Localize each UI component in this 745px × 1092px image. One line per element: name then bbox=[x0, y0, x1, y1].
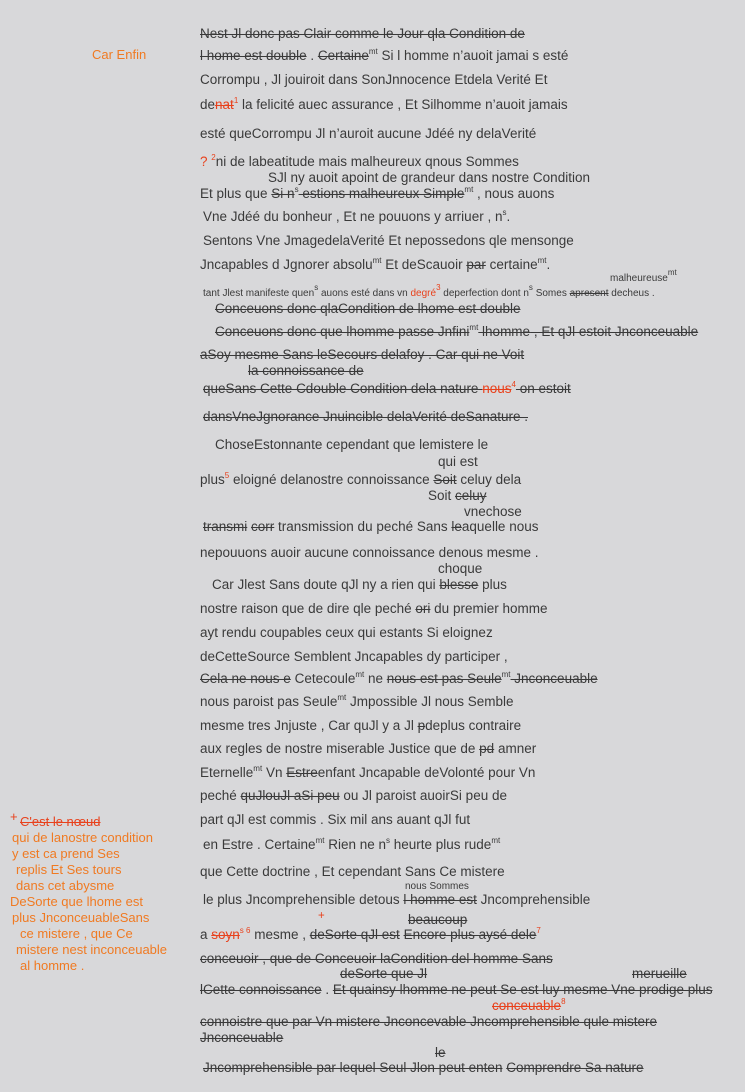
struck-text: Comprendre Sa nature bbox=[506, 1060, 644, 1075]
transcript-line bbox=[632, 966, 687, 982]
transcript-line bbox=[200, 812, 470, 828]
transcript-line bbox=[438, 454, 478, 470]
line-text: certaine bbox=[485, 257, 538, 272]
struck-text: celuy bbox=[455, 488, 487, 503]
superscript: 5 bbox=[224, 471, 230, 480]
transcript-line bbox=[200, 694, 514, 710]
line-text: que Cette doctrine , Et cependant Sans Ce mistere bbox=[200, 864, 505, 879]
transcript-line bbox=[203, 1060, 644, 1076]
struck-text: le bbox=[451, 519, 462, 534]
struck-text: deSorte qJl est bbox=[309, 927, 400, 942]
transcript-line bbox=[200, 257, 550, 273]
line-text: deperfection dont n bbox=[440, 288, 529, 299]
line-text: eloigné delanostre connoissance bbox=[229, 472, 434, 487]
transcript-line bbox=[200, 1014, 657, 1030]
transcript-line bbox=[203, 892, 590, 908]
transcript-line bbox=[215, 301, 520, 317]
margin-note-line bbox=[10, 878, 167, 894]
superscript: mt bbox=[537, 256, 547, 265]
transcript-line bbox=[215, 437, 488, 453]
margin-note-line bbox=[10, 814, 167, 830]
superscript: mt bbox=[253, 764, 263, 773]
superscript: mt bbox=[372, 256, 382, 265]
struck-text: merueille bbox=[632, 966, 687, 981]
transcript-line bbox=[408, 912, 467, 928]
line-text: Soit bbox=[428, 488, 456, 503]
margin-note-line bbox=[10, 830, 167, 846]
superscript: mt bbox=[315, 836, 325, 845]
superscript: s bbox=[386, 836, 390, 845]
line-text: le plus Jncomprehensible detous bbox=[203, 892, 404, 907]
struck-text: estions malheureux Simple bbox=[298, 186, 465, 201]
struck-text: nous est pas Seule bbox=[386, 671, 502, 686]
struck-text: quJlouJl aSi peu bbox=[240, 788, 340, 803]
superscript: s bbox=[528, 283, 533, 292]
margin-note-line-text: dans cet abysme bbox=[16, 878, 115, 893]
struck-text: nat bbox=[215, 97, 234, 112]
margin-car-enfin: Car Enfin bbox=[92, 47, 147, 62]
struck-text: blesse bbox=[439, 577, 479, 592]
line-text: mesme , bbox=[250, 927, 310, 942]
transcript-line bbox=[203, 283, 655, 302]
line-text: ? bbox=[200, 154, 212, 169]
line-text: , nous auons bbox=[473, 186, 555, 201]
superscript: 1 bbox=[233, 96, 239, 105]
line-text: . bbox=[306, 48, 318, 63]
line-text: aux regles de nostre miserable Justice que de bbox=[200, 741, 480, 756]
superscript: s bbox=[314, 283, 319, 292]
transcript-line bbox=[438, 561, 482, 577]
line-text: nepouuons auoir aucune connoissance denous mesme . bbox=[200, 545, 539, 560]
line-text: . bbox=[321, 982, 333, 997]
superscript: mt bbox=[491, 836, 501, 845]
struck-text: e est double bbox=[233, 48, 307, 63]
struck-text: Et quainsy lhomme ne peut Se est luy mesme Vne prodige plus bbox=[332, 982, 713, 997]
line-text: Corrompu , Jl jouiroit dans SonJnnocence Etdela Verité Et bbox=[200, 72, 548, 87]
struck-text: Conceuons donc que lhomme passe Jnfini bbox=[215, 324, 470, 339]
margin-note-plus: + bbox=[10, 809, 18, 824]
line-text: amner bbox=[494, 741, 537, 756]
line-text: . bbox=[546, 257, 551, 272]
line-text: Jncapables d Jgnorer absolu bbox=[200, 257, 373, 272]
struck-text: deSorte que Jl bbox=[340, 966, 428, 981]
transcript-line bbox=[200, 982, 713, 998]
transcript-line bbox=[200, 927, 541, 943]
line-text: ni de labeatitude mais malheureux qnous Sommes bbox=[215, 154, 519, 169]
margin-note-line-text: qui de lanostre condition bbox=[12, 830, 153, 845]
line-text: de bbox=[200, 97, 216, 112]
margin-note-line bbox=[10, 926, 167, 942]
margin-note-line bbox=[10, 846, 167, 862]
struck-text: transmi bbox=[203, 519, 248, 534]
struck-text: nous bbox=[482, 381, 512, 396]
line-text: ChoseEstonnante cependant que lemistere le bbox=[215, 437, 489, 452]
struck-text: p bbox=[417, 718, 426, 733]
margin-note-line-text: mistere nest inconceuable bbox=[16, 942, 168, 957]
transcript-line bbox=[200, 951, 553, 967]
line-text: Somes bbox=[532, 288, 570, 299]
struck-text: lCette connoissance bbox=[200, 982, 322, 997]
transcript-line bbox=[492, 998, 566, 1014]
line-text: SJl ny auoit apoint de grandeur dans nostre Condition bbox=[268, 170, 590, 185]
transcript-line bbox=[340, 966, 427, 982]
superscript: s bbox=[294, 185, 299, 194]
transcript-line bbox=[200, 718, 521, 734]
line-text: Si l homme n’auoit jamai s esté bbox=[377, 48, 569, 63]
line-text: transmission du peché Sans bbox=[274, 519, 452, 534]
margin-note-line bbox=[10, 894, 167, 910]
transcript-line bbox=[318, 908, 325, 924]
margin-note bbox=[10, 814, 167, 974]
transcript-line bbox=[200, 126, 536, 142]
struck-text: pd bbox=[479, 741, 495, 756]
transcript-line bbox=[200, 649, 508, 665]
line-text: deCetteSource Semblent Jncapables dy participer , bbox=[200, 649, 508, 664]
struck-text: l homme est bbox=[403, 892, 477, 907]
line-text: Sentons Vne JmagedelaVerité Et nepossedons qle mensonge bbox=[203, 233, 574, 248]
line-text: part qJl est commis . Six mil ans auant qJl fut bbox=[200, 812, 471, 827]
transcript-line bbox=[203, 381, 571, 397]
line-text: Et plus que bbox=[200, 186, 272, 201]
transcript-line bbox=[200, 97, 568, 113]
struck-text: conceuoir , que de Conceuoir laCondition del homme Sans bbox=[200, 951, 553, 966]
line-text: ne bbox=[364, 671, 387, 686]
transcript-line bbox=[200, 601, 547, 617]
line-text: auons esté dans vn bbox=[318, 288, 411, 299]
transcript-line bbox=[428, 488, 487, 504]
transcript-line bbox=[200, 154, 519, 170]
struck-text: par bbox=[466, 257, 486, 272]
transcript-line bbox=[203, 519, 538, 535]
struck-text: on estoit bbox=[515, 381, 571, 396]
superscript: 4 bbox=[511, 380, 516, 389]
margin-note-line bbox=[10, 910, 167, 926]
transcript-line bbox=[610, 268, 677, 287]
struck-text: le bbox=[435, 1045, 446, 1060]
transcript-line bbox=[464, 504, 522, 520]
transcript-line bbox=[200, 625, 493, 641]
superscript: 3 bbox=[436, 283, 441, 292]
line-text: enfant Jncapable deVolonté pour Vn bbox=[317, 765, 536, 780]
transcript-line bbox=[200, 347, 524, 363]
transcript-line bbox=[200, 472, 521, 488]
line-text: choque bbox=[438, 561, 483, 576]
struck-text: Cela ne nous e bbox=[200, 671, 291, 686]
struck-text: beaucoup bbox=[408, 912, 468, 927]
line-text: Cetecoule bbox=[290, 671, 356, 686]
line-text: Jncomprehensible bbox=[476, 892, 591, 907]
margin-note-line bbox=[10, 942, 167, 958]
superscript: s bbox=[502, 208, 507, 217]
line-text: Et deScauoir bbox=[381, 257, 467, 272]
transcript-line bbox=[200, 864, 505, 880]
struck-text: conceuable bbox=[492, 998, 562, 1013]
line-text: qui est bbox=[438, 454, 478, 469]
line-text: Jmpossible Jl nous Semble bbox=[346, 694, 514, 709]
line-text: degré bbox=[410, 288, 437, 299]
superscript: 7 bbox=[536, 926, 541, 935]
margin-note-line-text: replis Et Ses tours bbox=[16, 862, 122, 877]
margin-note-line bbox=[10, 958, 167, 974]
struck-text: Jnconceuable bbox=[510, 671, 598, 686]
line-text: peché bbox=[200, 788, 241, 803]
transcript-line bbox=[200, 741, 536, 757]
transcript-line bbox=[203, 233, 574, 249]
line-text: la felicité auec assurance , Et Silhomme n’auoit jamais bbox=[238, 97, 568, 112]
line-text: deplus contraire bbox=[425, 718, 522, 733]
struck-text: queSans Cette Cdouble Condition dela nature bbox=[203, 381, 483, 396]
struck-text: connoistre que par Vn mistere Jnconcevable Jncomprehensible qule mistere bbox=[200, 1014, 657, 1029]
superscript: mt bbox=[355, 670, 365, 679]
transcript-line bbox=[200, 545, 538, 561]
transcript-line bbox=[200, 72, 547, 88]
transcript-line bbox=[203, 837, 500, 853]
line-text: mesme tres Jnjuste , Car quJl y a Jl bbox=[200, 718, 418, 733]
struck-text: l hom bbox=[200, 48, 234, 63]
line-text: esté queCorrompu Jl n’auroit aucune Jdéé ny delaVerité bbox=[200, 126, 537, 141]
margin-note-line-text: al homme . bbox=[20, 958, 85, 973]
line-text: celuy dela bbox=[456, 472, 522, 487]
transcript-line bbox=[203, 209, 510, 225]
margin-note-line bbox=[10, 862, 167, 878]
superscript: mt bbox=[337, 693, 347, 702]
struck-text: la connoissance de bbox=[248, 363, 364, 378]
line-text: decheus . bbox=[608, 288, 655, 299]
transcript-line bbox=[200, 1030, 283, 1046]
line-text: nous paroist pas Seule bbox=[200, 694, 338, 709]
line-text: Vne Jdéé du bonheur , Et ne pouuons y arriuer , n bbox=[203, 209, 503, 224]
line-text: vnechose bbox=[464, 504, 522, 519]
line-text: Eternelle bbox=[200, 765, 254, 780]
margin-note-line-text: C'est le nœud bbox=[20, 814, 101, 829]
line-text: nous Sommes bbox=[405, 881, 469, 892]
margin-note-line-text: ce mistere , que Ce bbox=[20, 926, 133, 941]
struck-text: lhomme bbox=[478, 324, 531, 339]
struck-text: Certaine bbox=[317, 48, 369, 63]
line-text: en Estre . Certaine bbox=[203, 837, 316, 852]
transcript-line bbox=[435, 1045, 446, 1061]
superscript: mt bbox=[464, 185, 474, 194]
struck-text: Estre bbox=[286, 765, 318, 780]
struck-text: apresent bbox=[569, 288, 609, 299]
transcript-line bbox=[268, 170, 590, 186]
line-text: plus bbox=[478, 577, 507, 592]
struck-text: Jnconceuable bbox=[200, 1030, 284, 1045]
margin-note-line-text: y est ca prend Ses bbox=[12, 846, 120, 861]
transcript-line bbox=[200, 186, 554, 202]
line-text: heurte plus rude bbox=[390, 837, 492, 852]
superscript: mt bbox=[667, 268, 677, 277]
superscript: mt bbox=[368, 47, 378, 56]
struck-text: , Et qJl estoit Jnconceuable bbox=[530, 324, 699, 339]
line-text: ou Jl paroist auoirSi peu de bbox=[339, 788, 507, 803]
struck-text: Si n bbox=[271, 186, 295, 201]
struck-text: ori bbox=[415, 601, 431, 616]
line-text: Vn bbox=[262, 765, 287, 780]
line-text: Car Jlest Sans doute qJl ny a rien qui bbox=[212, 577, 440, 592]
line-text: a bbox=[200, 927, 212, 942]
line-text: + bbox=[318, 910, 325, 922]
struck-text: Nest Jl donc pas Clair comme le Jour qla Condition de bbox=[200, 26, 525, 41]
struck-text: dansVneJgnorance Jnuincible delaVerité deSanature . bbox=[203, 409, 528, 424]
transcript-line bbox=[200, 788, 507, 804]
line-text: aquelle nous bbox=[461, 519, 539, 534]
transcript-line bbox=[212, 577, 507, 593]
superscript: 8 bbox=[561, 997, 566, 1006]
line-text: du premier homme bbox=[430, 601, 548, 616]
struck-text: corr bbox=[251, 519, 275, 534]
line-text: malheureuse bbox=[610, 273, 668, 284]
transcript-line bbox=[200, 765, 535, 781]
margin-note-line-text: DeSorte que lhome est bbox=[10, 894, 143, 909]
transcript-line bbox=[200, 26, 525, 42]
line-text: . bbox=[506, 209, 511, 224]
struck-text: aSoy mesme Sans leSecours delafoy . Car qui ne Voit bbox=[200, 347, 525, 362]
superscript: mt bbox=[469, 323, 479, 332]
transcript-line bbox=[200, 48, 568, 64]
struck-text: soyn bbox=[211, 927, 240, 942]
line-text: ayt rendu coupables ceux qui estants Si eloignez bbox=[200, 625, 493, 640]
transcript-line bbox=[203, 409, 528, 425]
transcript-line bbox=[215, 324, 698, 340]
transcript-line bbox=[248, 363, 364, 379]
line-text: tant Jlest manifeste quen bbox=[203, 288, 315, 299]
superscript: 2 bbox=[211, 153, 216, 162]
transcript-line bbox=[200, 671, 598, 687]
struck-text: Encore plus aysé dele bbox=[403, 927, 537, 942]
struck-text: Jncomprehensible par lequel Seul Jlon peut enten bbox=[203, 1060, 503, 1075]
margin-note-line-text: plus JnconceuableSans bbox=[12, 910, 150, 925]
line-text: plus bbox=[200, 472, 225, 487]
line-text: nostre raison que de dire qle peché bbox=[200, 601, 416, 616]
struck-text: Conceuons donc qlaCondition de lhome est double bbox=[215, 301, 521, 316]
superscript: mt bbox=[501, 670, 511, 679]
superscript: s 6 bbox=[239, 926, 251, 935]
struck-text: Soit bbox=[433, 472, 457, 487]
line-text: Rien ne n bbox=[324, 837, 386, 852]
